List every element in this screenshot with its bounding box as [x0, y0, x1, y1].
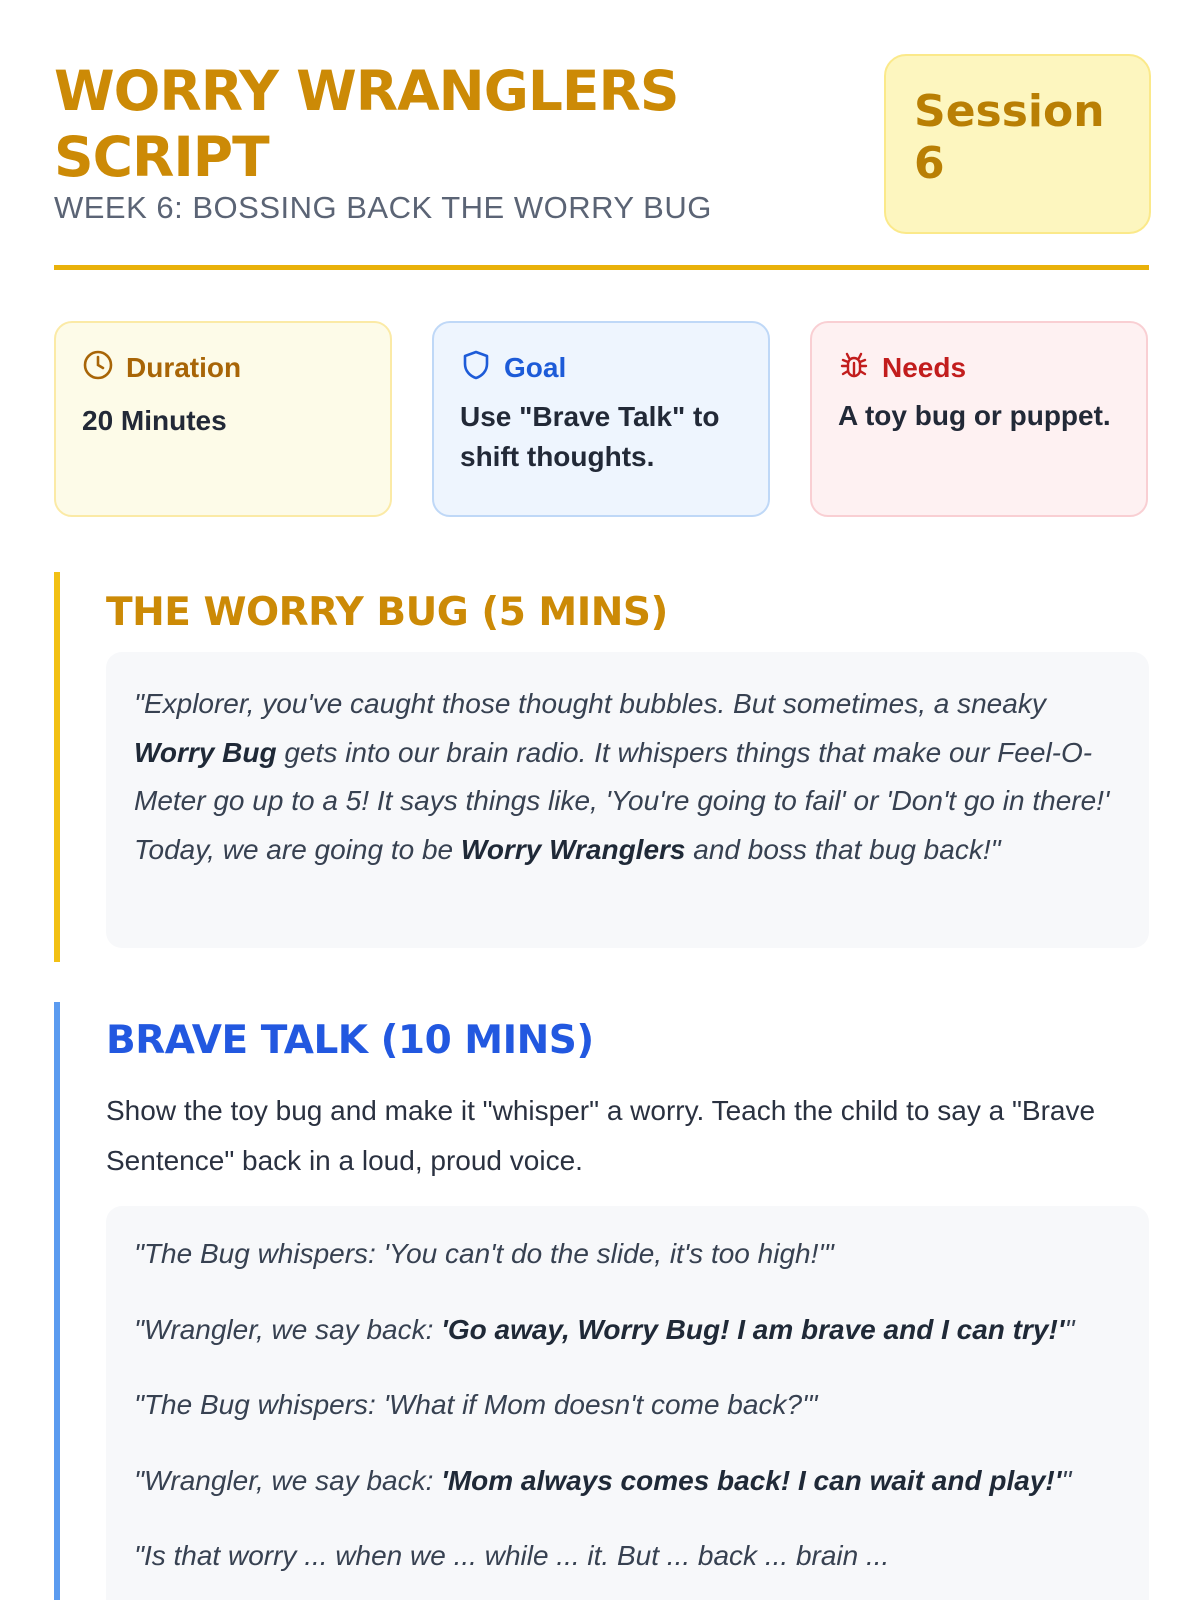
info-cards — [54, 321, 1149, 517]
script-dialogue — [106, 1206, 1149, 1600]
page-header — [54, 54, 1149, 270]
session-label: Session 6 — [914, 86, 1105, 189]
page-title: WORRY WRANGLERS SCRIPT — [54, 59, 679, 189]
dialogue-line — [134, 1381, 1121, 1430]
quote-text: gets into our brain radio. It whispers things that make our Feel-O-Meter go up to a 5! It says things like, 'You're going to fail' or 'Don't go in there!' Today, we are going to be — [134, 736, 1110, 865]
duration-value: 20 Minutes — [82, 405, 227, 436]
line-text: " — [1061, 1464, 1072, 1496]
duration-card-header — [82, 351, 364, 385]
duration-card — [54, 321, 392, 517]
script-quote — [106, 652, 1149, 948]
goal-card — [432, 321, 770, 517]
session-badge — [884, 54, 1151, 234]
quote-emphasis: Worry Wranglers — [460, 833, 686, 865]
line-text: "The Bug whispers: 'You can't do the slide, it's too high!'" — [134, 1238, 834, 1269]
goal-value: Use "Brave Talk" to shift thoughts. — [460, 401, 720, 472]
line-text: "Wrangler, we say back: — [134, 1313, 442, 1345]
line-text: " — [1064, 1313, 1075, 1345]
section-worry-bug — [54, 572, 1149, 962]
shield-icon — [460, 349, 492, 388]
quote-emphasis: Worry Bug — [134, 736, 277, 768]
needs-value: A toy bug or puppet. — [838, 400, 1111, 431]
dialogue-line — [134, 1306, 1121, 1355]
goal-card-header — [460, 351, 742, 385]
section-title: THE WORRY BUG (5 MINS) — [106, 590, 668, 635]
bug-icon — [838, 349, 870, 388]
quote-text: "Explorer, you've caught those thought bubbles. But sometimes, a sneaky — [134, 688, 1046, 719]
line-text: "Wrangler, we say back: — [134, 1464, 442, 1496]
brave-sentence: 'Mom always comes back! I can wait and play!' — [441, 1464, 1062, 1496]
brave-sentence: 'Go away, Worry Bug! I am brave and I can try!' — [441, 1313, 1065, 1345]
page-subtitle: WEEK 6: BOSSING BACK THE WORRY BUG — [54, 190, 712, 225]
goal-label: Goal — [504, 352, 567, 383]
dialogue-line — [134, 1230, 1121, 1279]
section-intro: Show the toy bug and make it "whisper" a worry. Teach the child to say a "Brave Sentence" back in a loud, proud voice. — [106, 1095, 1096, 1176]
duration-label: Duration — [126, 352, 242, 383]
clock-icon — [82, 349, 114, 388]
needs-card-header — [838, 351, 1120, 385]
line-text: "The Bug whispers: 'What if Mom doesn't come back?'" — [134, 1389, 818, 1420]
dialogue-line — [134, 1457, 1121, 1506]
section-brave-talk — [54, 1002, 1149, 1600]
needs-label: Needs — [882, 352, 967, 383]
line-text: "Is that worry ... when we ... while ... it. But ... back ... brain ... — [134, 1540, 890, 1571]
section-title: BRAVE TALK (10 MINS) — [106, 1018, 594, 1063]
needs-card — [810, 321, 1148, 517]
quote-text: and boss that bug back!" — [685, 833, 1001, 865]
dialogue-line — [134, 1532, 1121, 1581]
